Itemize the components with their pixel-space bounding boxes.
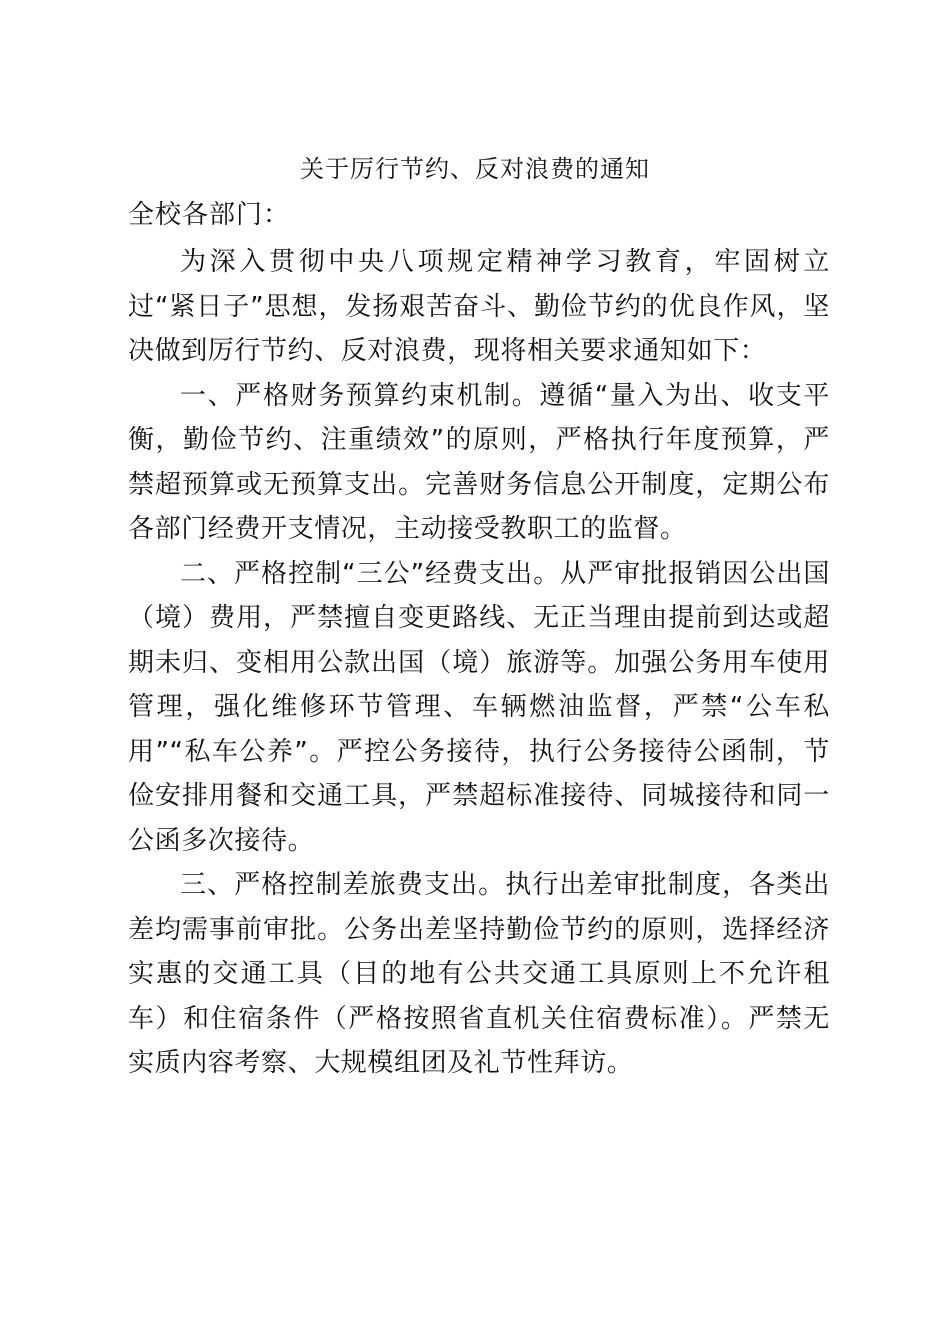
- document-body: [128, 240, 830, 1086]
- section-3-paragraph: 三、严格控制差旅费支出。执行出差审批制度，各类出差均需事前审批。公务出差坚持勤俭节约的原则，选择经济实惠的交通工具（目的地有公共交通工具原则上不允许租车）和住宿条件（严格按照省直机关住宿费标准）。严禁无实质内容考察、大规模组团及礼节性拜访。: [128, 870, 830, 1078]
- section-2-paragraph: 二、严格控制“三公”经费支出。从严审批报销因公出国（境）费用，严禁擅自变更路线、无正当理由提前到达或超期未归、变相用公款出国（境）旅游等。加强公务用车使用管理，强化维修环节管理、车辆燃油监督，严禁“公车私用”“私车公养”。严控公务接待，执行公务接待公函制，节俭安排用餐和交通工具，严禁超标准接待、同城接待和同一公函多次接待。: [128, 558, 830, 856]
- intro-paragraph: 为深入贯彻中央八项规定精神学习教育，牢固树立过“紧日子”思想，发扬艰苦奋斗、勤俭节约的优良作风，坚决做到厉行节约、反对浪费，现将相关要求通知如下：: [128, 247, 830, 366]
- document-title: 关于厉行节约、反对浪费的通知: [300, 155, 650, 183]
- salutation: 全校各部门：: [128, 200, 291, 230]
- section-1-paragraph: 一、严格财务预算约束机制。遵循“量入为出、收支平衡，勤俭节约、注重绩效”的原则，严格执行年度预算，严禁超预算或无预算支出。完善财务信息公开制度，定期公布各部门经费开支情况，主动接受教职工的监督。: [128, 380, 830, 544]
